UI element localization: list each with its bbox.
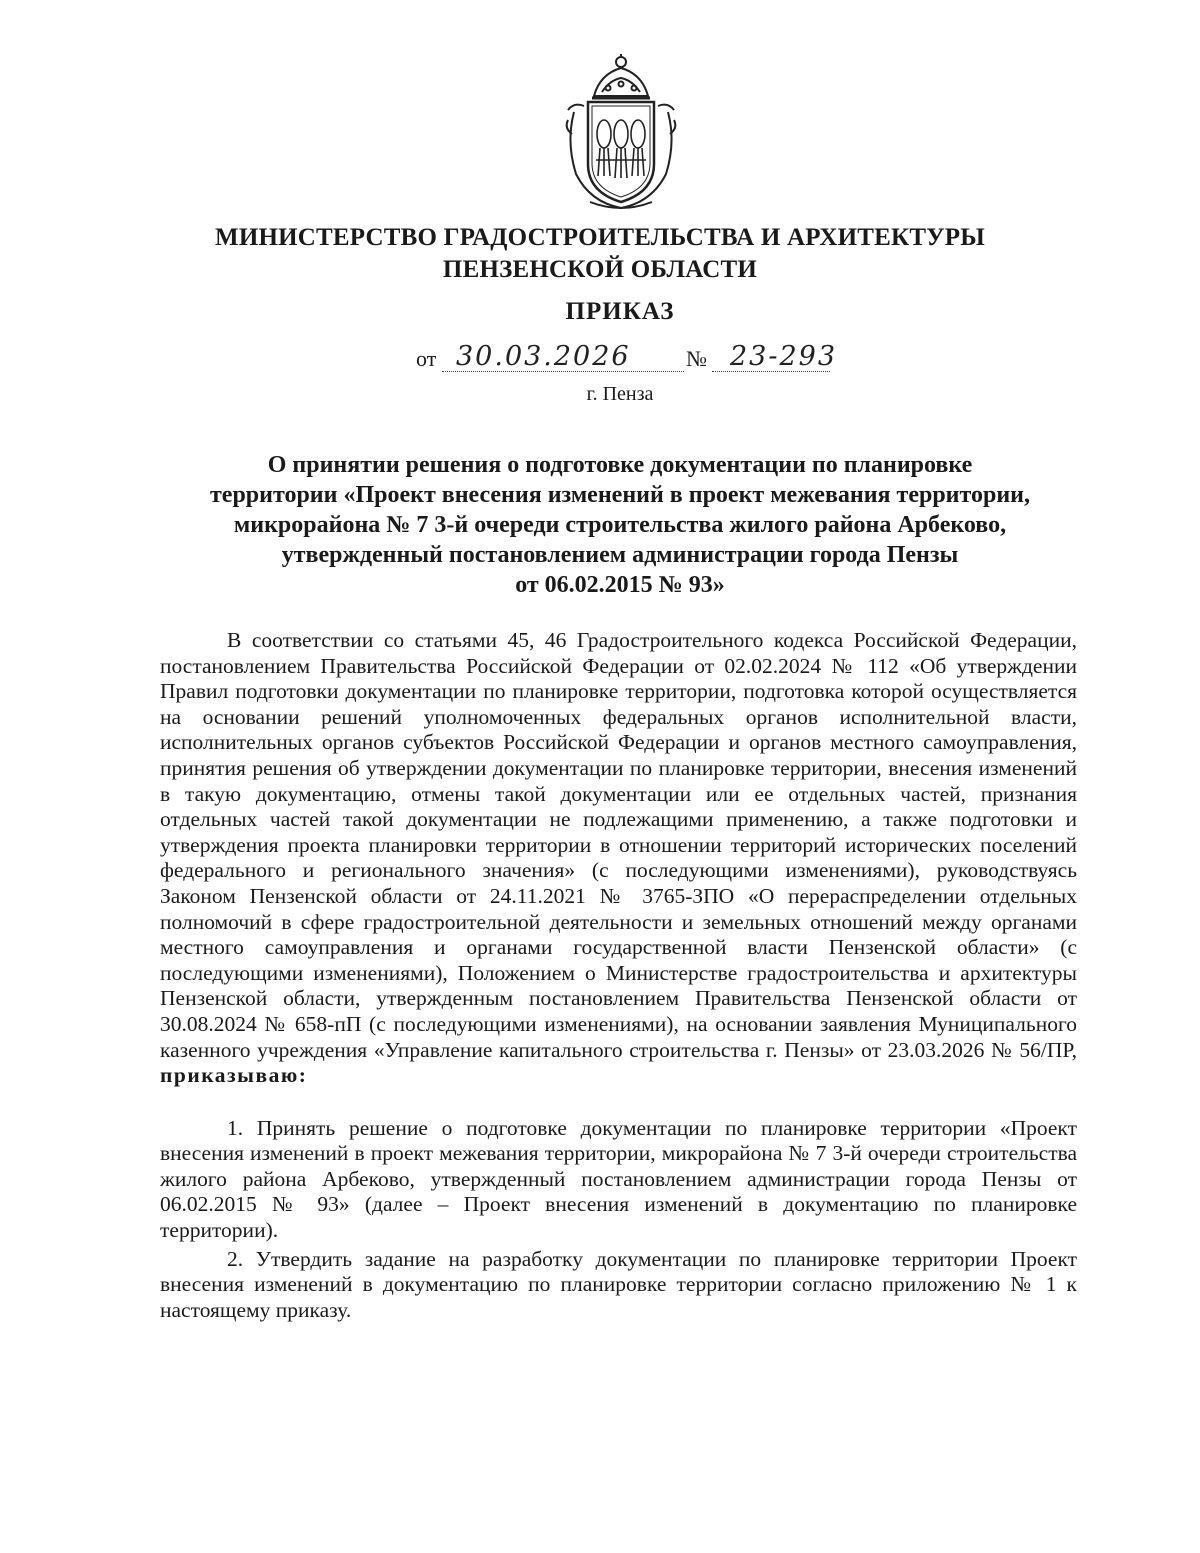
preamble-paragraph	[160, 628, 1077, 1089]
title-line-2: территории «Проект внесения изменений в проект межевания территории,	[210, 482, 1030, 508]
date-handwritten: 30.03.2026	[456, 341, 631, 372]
number-prefix: №	[686, 346, 707, 371]
preamble-text: В соответствии со статьями 45, 46 Градостроительного кодекса Российской Федерации, постановлением Правительства Российской Федерации от 02.02.2024 № 112 «Об утверждении Правил подготовки документации по планировке территории, подготовка которой осуществляется на основании решений уполномоченных федеральных органов исполнительной власти, исполнительных органов субъектов Российской Федерации и органов местного самоуправления, принятия решения об утверждении документации по планировке территории, внесения изменений в такую документацию, отмены такой документации или ее отдельных частей, признания отдельных частей такой документации не подлежащими применению, а также подготовки и утверждения проекта планировки территории в отношении территорий исторических поселений федерального и регионального значения» (с последующими изменениями), руководствуясь Законом Пензенской области от 24.11.2021 № 3765-ЗПО «О перераспределении отдельных полномочий в сфере градостроительной деятельности и земельных отношений между органами местного самоуправления и органами государственной власти Пензенской области» (с последующими изменениями), Положением о Министерстве градостроительства и архитектуры Пензенской области, утвержденным постановлением Правительства Пензенской области от 30.08.2024 № 658-пП (с последующими изменениями), на основании заявления Муниципального казенного учреждения «Управление капитального строительства г. Пензы» от 23.03.2026 № 56/ПР,	[160, 628, 1077, 1062]
document-body	[160, 628, 1077, 1323]
ministry-name	[0, 222, 1200, 286]
document-title	[150, 450, 1090, 600]
title-line-4: утвержденный постановлением администрации города Пензы	[281, 542, 959, 568]
title-line-5: от 06.02.2015 № 93»	[515, 572, 725, 598]
order-item-2: 2. Утвердить задание на разработку документации по планировке территории Проект внесения изменений в документацию по планировке территории согласно приложению № 1 к настоящему приказу.	[160, 1246, 1077, 1322]
ministry-line-2: ПЕНЗЕНСКОЙ ОБЛАСТИ	[442, 256, 758, 283]
date-prefix: от	[416, 346, 437, 371]
city: г. Пенза	[586, 383, 654, 405]
order-item-1: 1. Принять решение о подготовке документации по планировке территории «Проект внесения изменений в проект межевания территории, микрорайона № 7 3-й очереди строительства жилого района Арбеково, утвержденный постановлением администрации города Пензы от 06.02.2015 № 93» (далее – Проект внесения изменений в документацию по планировке территории).	[160, 1115, 1077, 1243]
coat-of-arms-emblem	[560, 52, 682, 212]
title-line-3: микрорайона № 7 3-й очереди строительства жилого района Арбеково,	[233, 512, 1007, 538]
document-type: ПРИКАЗ	[565, 298, 675, 325]
number-handwritten: 23-293	[730, 341, 838, 372]
date-number-line	[416, 338, 846, 378]
order-word: приказываю:	[160, 1063, 308, 1088]
title-line-1: О принятии решения о подготовке документации по планировке	[267, 452, 973, 478]
ministry-line-1: МИНИСТЕРСТВО ГРАДОСТРОИТЕЛЬСТВА И АРХИТЕКТУРЫ	[215, 224, 985, 251]
